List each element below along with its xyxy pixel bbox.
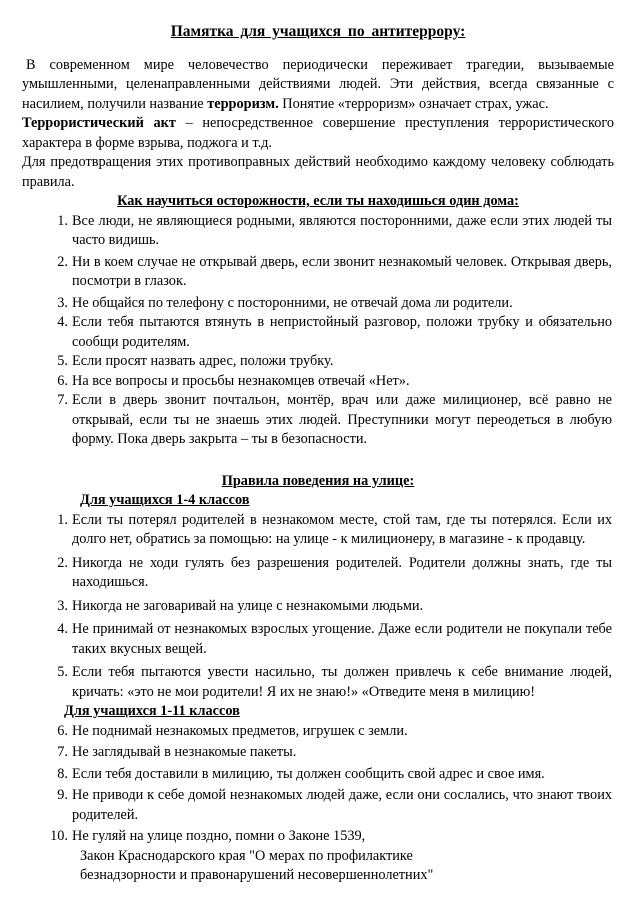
street-rules-list-1-4 <box>22 511 614 703</box>
list-item: 7. Если в дверь звонит почтальон, монтёр, врач или даже милиционер, всё равно не открывай, если ты не знаешь этих людей. Преступники могут переодеться в любую форму. Пока дверь закрыта – ты в безопасности. <box>57 392 612 447</box>
list-item: 10. Не гуляй на улице поздно, помни о Законе 1539, <box>50 828 366 844</box>
list-item: 2. Ни в коем случае не открывай дверь, если звонит незнакомый человек. Открывая дверь, посмотри в глазок. <box>57 253 612 289</box>
list-item: 6. Не поднимай незнакомых предметов, игрушек с земли. <box>57 722 408 739</box>
list-item: 4. Не принимай от незнакомых взрослых угощение. Даже если родители не покупали тебе таких вкусных вещей. <box>57 621 612 657</box>
intro-paragraph-2: Террористический акт – непосредственное совершение преступления террористического характера в форме взрыва, поджога и т.д. <box>22 115 614 151</box>
law-reference-line-2: безнадзорности и правонарушений несовершеннолетних" <box>80 867 434 883</box>
intro-section <box>22 56 614 193</box>
list-item: 1. Если ты потерял родителей в незнакомом месте, стой там, где ты потерялся. Если их долго нет, обратись за помощью: на улице - к милиционеру, в магазине - к продавцу. <box>57 511 612 547</box>
home-section-title: Как научиться осторожности, если ты находишься один дома: <box>117 193 519 209</box>
list-item: 4. Если тебя пытаются втянуть в непристойный разговор, положи трубку и обязательно сообщи родителям. <box>57 314 612 350</box>
list-item: 2. Никогда не ходи гулять без разрешения родителей. Родители должны знать, где ты находишься. <box>57 554 612 590</box>
intro-paragraph-1: В современном мире человечество периодически переживает трагедии, вызываемые умышленными, целенаправленными действиями людей. Эти действия, всегда связанные с насилием, получили название терроризм. Понятие «терроризм» означает страх, ужас. <box>22 56 614 112</box>
law-reference-line-1: Закон Краснодарского края "О мерах по профилактике <box>80 847 413 864</box>
term-terror-act: Террористический акт <box>22 115 176 131</box>
list-item: 3. Никогда не заговаривай на улице с незнакомыми людьми. <box>57 597 424 614</box>
list-item: 1. Все люди, не являющиеся родными, являются посторонними, даже если этих людей ты часто видишь. <box>57 212 612 248</box>
group-1-11-title: Для учащихся 1-11 классов <box>64 703 240 719</box>
list-item: 5. Если тебя пытаются увести насильно, ты должен привлечь к себе внимание людей, кричать: «это не мои родители! Я их не знаю!» «Отведите меня в милицию! <box>57 664 612 700</box>
group-1-4-title: Для учащихся 1-4 классов <box>80 492 250 508</box>
term-terrorism: терроризм. <box>207 95 279 112</box>
list-item: 3. Не общайся по телефону с посторонними, не отвечай дома ли родители. <box>57 294 513 311</box>
intro-paragraph-3: Для предотвращения этих противоправных действий необходимо каждому человеку соблюдать правила. <box>22 154 614 190</box>
home-rules-list <box>22 212 614 450</box>
page-title: Памятка для учащихся по антитеррору: <box>170 23 466 40</box>
list-item: 5. Если просят назвать адрес, положи трубку. <box>57 353 334 369</box>
list-item: 9. Не приводи к себе домой незнакомых людей даже, если они сослались, что знают твоих родителей. <box>57 787 612 823</box>
street-rules-list-1-11 <box>22 722 614 847</box>
list-item: 8. Если тебя доставили в милицию, ты должен сообщить свой адрес и свое имя. <box>57 765 545 782</box>
list-item: 6. На все вопросы и просьбы незнакомцев отвечай «Нет». <box>57 372 410 389</box>
list-item: 7. Не заглядывай в незнакомые пакеты. <box>57 744 297 760</box>
street-section-title: Правила поведения на улице: <box>221 472 415 489</box>
